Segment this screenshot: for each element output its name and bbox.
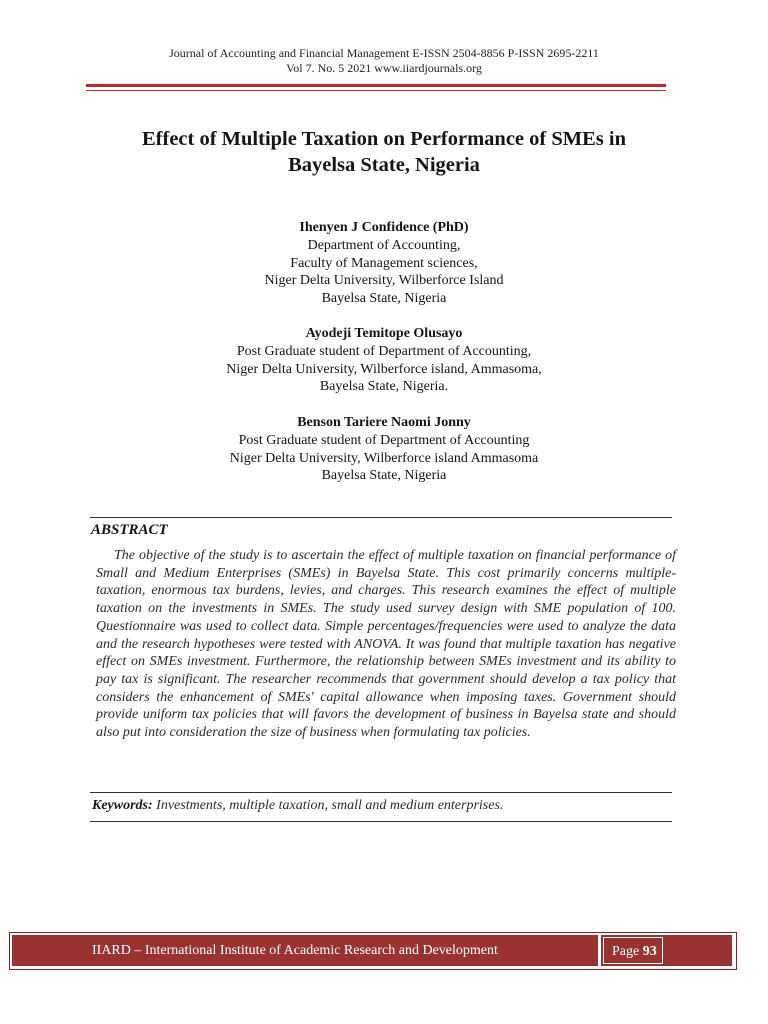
author-affiliation: Bayelsa State, Nigeria.: [319, 379, 449, 395]
header-rule-thin: [86, 90, 666, 91]
author-name: Ihenyen J Confidence (PhD): [299, 220, 469, 235]
page-number: 93: [642, 944, 657, 959]
author-block-1: [0, 219, 768, 308]
footer-page-box: [601, 935, 732, 966]
keywords-label: Keywords:: [92, 798, 153, 813]
keywords-top-rule: [90, 792, 672, 793]
journal-header-line2: Vol 7. No. 5 2021 www.iiardjournals.org: [286, 61, 482, 75]
abstract-body: The objective of the study is to ascertain the effect of multiple taxation on financial performance of Small and Medium Enterprises (SMEs) in Bayelsa State. This cost primarily concerns multiple-taxation, enormous tax burdens, levies, and charges. This research examines the effect of multiple taxation on the investments in SMEs. The study used survey design with SME population of 100. Questionnaire was used to collect data. Simple percentages/frequencies were used to analyze the data and the research hypotheses were tested with ANOVA. It was found that multiple taxation has negative effect on SMEs investment. Furthermore, the relationship between SMEs investment and its ability to pay tax is significant. The researcher recommends that government should develop a tax policy that considers the enhancement of SMEs' capital allowance when imposing taxes. Government should provide uniform tax policies that will favors the development of business in Bayelsa state and should also put into consideration the size of business when formulating tax policies.: [96, 548, 676, 741]
paper-title-line2: Bayelsa State, Nigeria: [288, 154, 480, 176]
author-affiliation: Faculty of Management sciences,: [290, 255, 478, 271]
author-affiliation: Niger Delta University, Wilberforce island, Ammasoma,: [226, 361, 542, 377]
footer-publisher: IIARD – International Institute of Academic Research and Development: [12, 935, 598, 966]
page-number-badge: [603, 937, 663, 964]
author-name: Ayodeji Temitope Olusayo: [305, 326, 463, 341]
header-rule-thick: [86, 84, 666, 87]
paper-title-line1: Effect of Multiple Taxation on Performance of SMEs in: [142, 128, 626, 150]
page-label: Page: [612, 944, 643, 959]
author-affiliation: Niger Delta University, Wilberforce Island: [264, 273, 504, 289]
author-affiliation: Post Graduate student of Department of Accounting,: [236, 343, 532, 359]
author-name: Benson Tariere Naomi Jonny: [297, 415, 471, 430]
author-affiliation: Post Graduate student of Department of Accounting: [238, 432, 530, 448]
author-block-2: [0, 325, 768, 396]
author-affiliation: Bayelsa State, Nigeria: [321, 468, 447, 484]
author-block-3: [0, 414, 768, 485]
journal-header-line1: Journal of Accounting and Financial Management E-ISSN 2504-8856 P-ISSN 2695-2211: [169, 46, 599, 60]
paper-title: [0, 126, 768, 178]
keywords-bottom-rule: [90, 821, 672, 822]
author-affiliation: Niger Delta University, Wilberforce island Ammasoma: [229, 450, 539, 466]
author-affiliation: Bayelsa State, Nigeria: [321, 291, 447, 307]
keywords-line: [92, 798, 672, 814]
author-affiliation: Department of Accounting,: [307, 237, 461, 253]
abstract-heading: ABSTRACT: [91, 522, 168, 538]
keywords-text: Investments, multiple taxation, small and medium enterprises.: [152, 798, 504, 813]
abstract-top-rule: [90, 517, 672, 518]
